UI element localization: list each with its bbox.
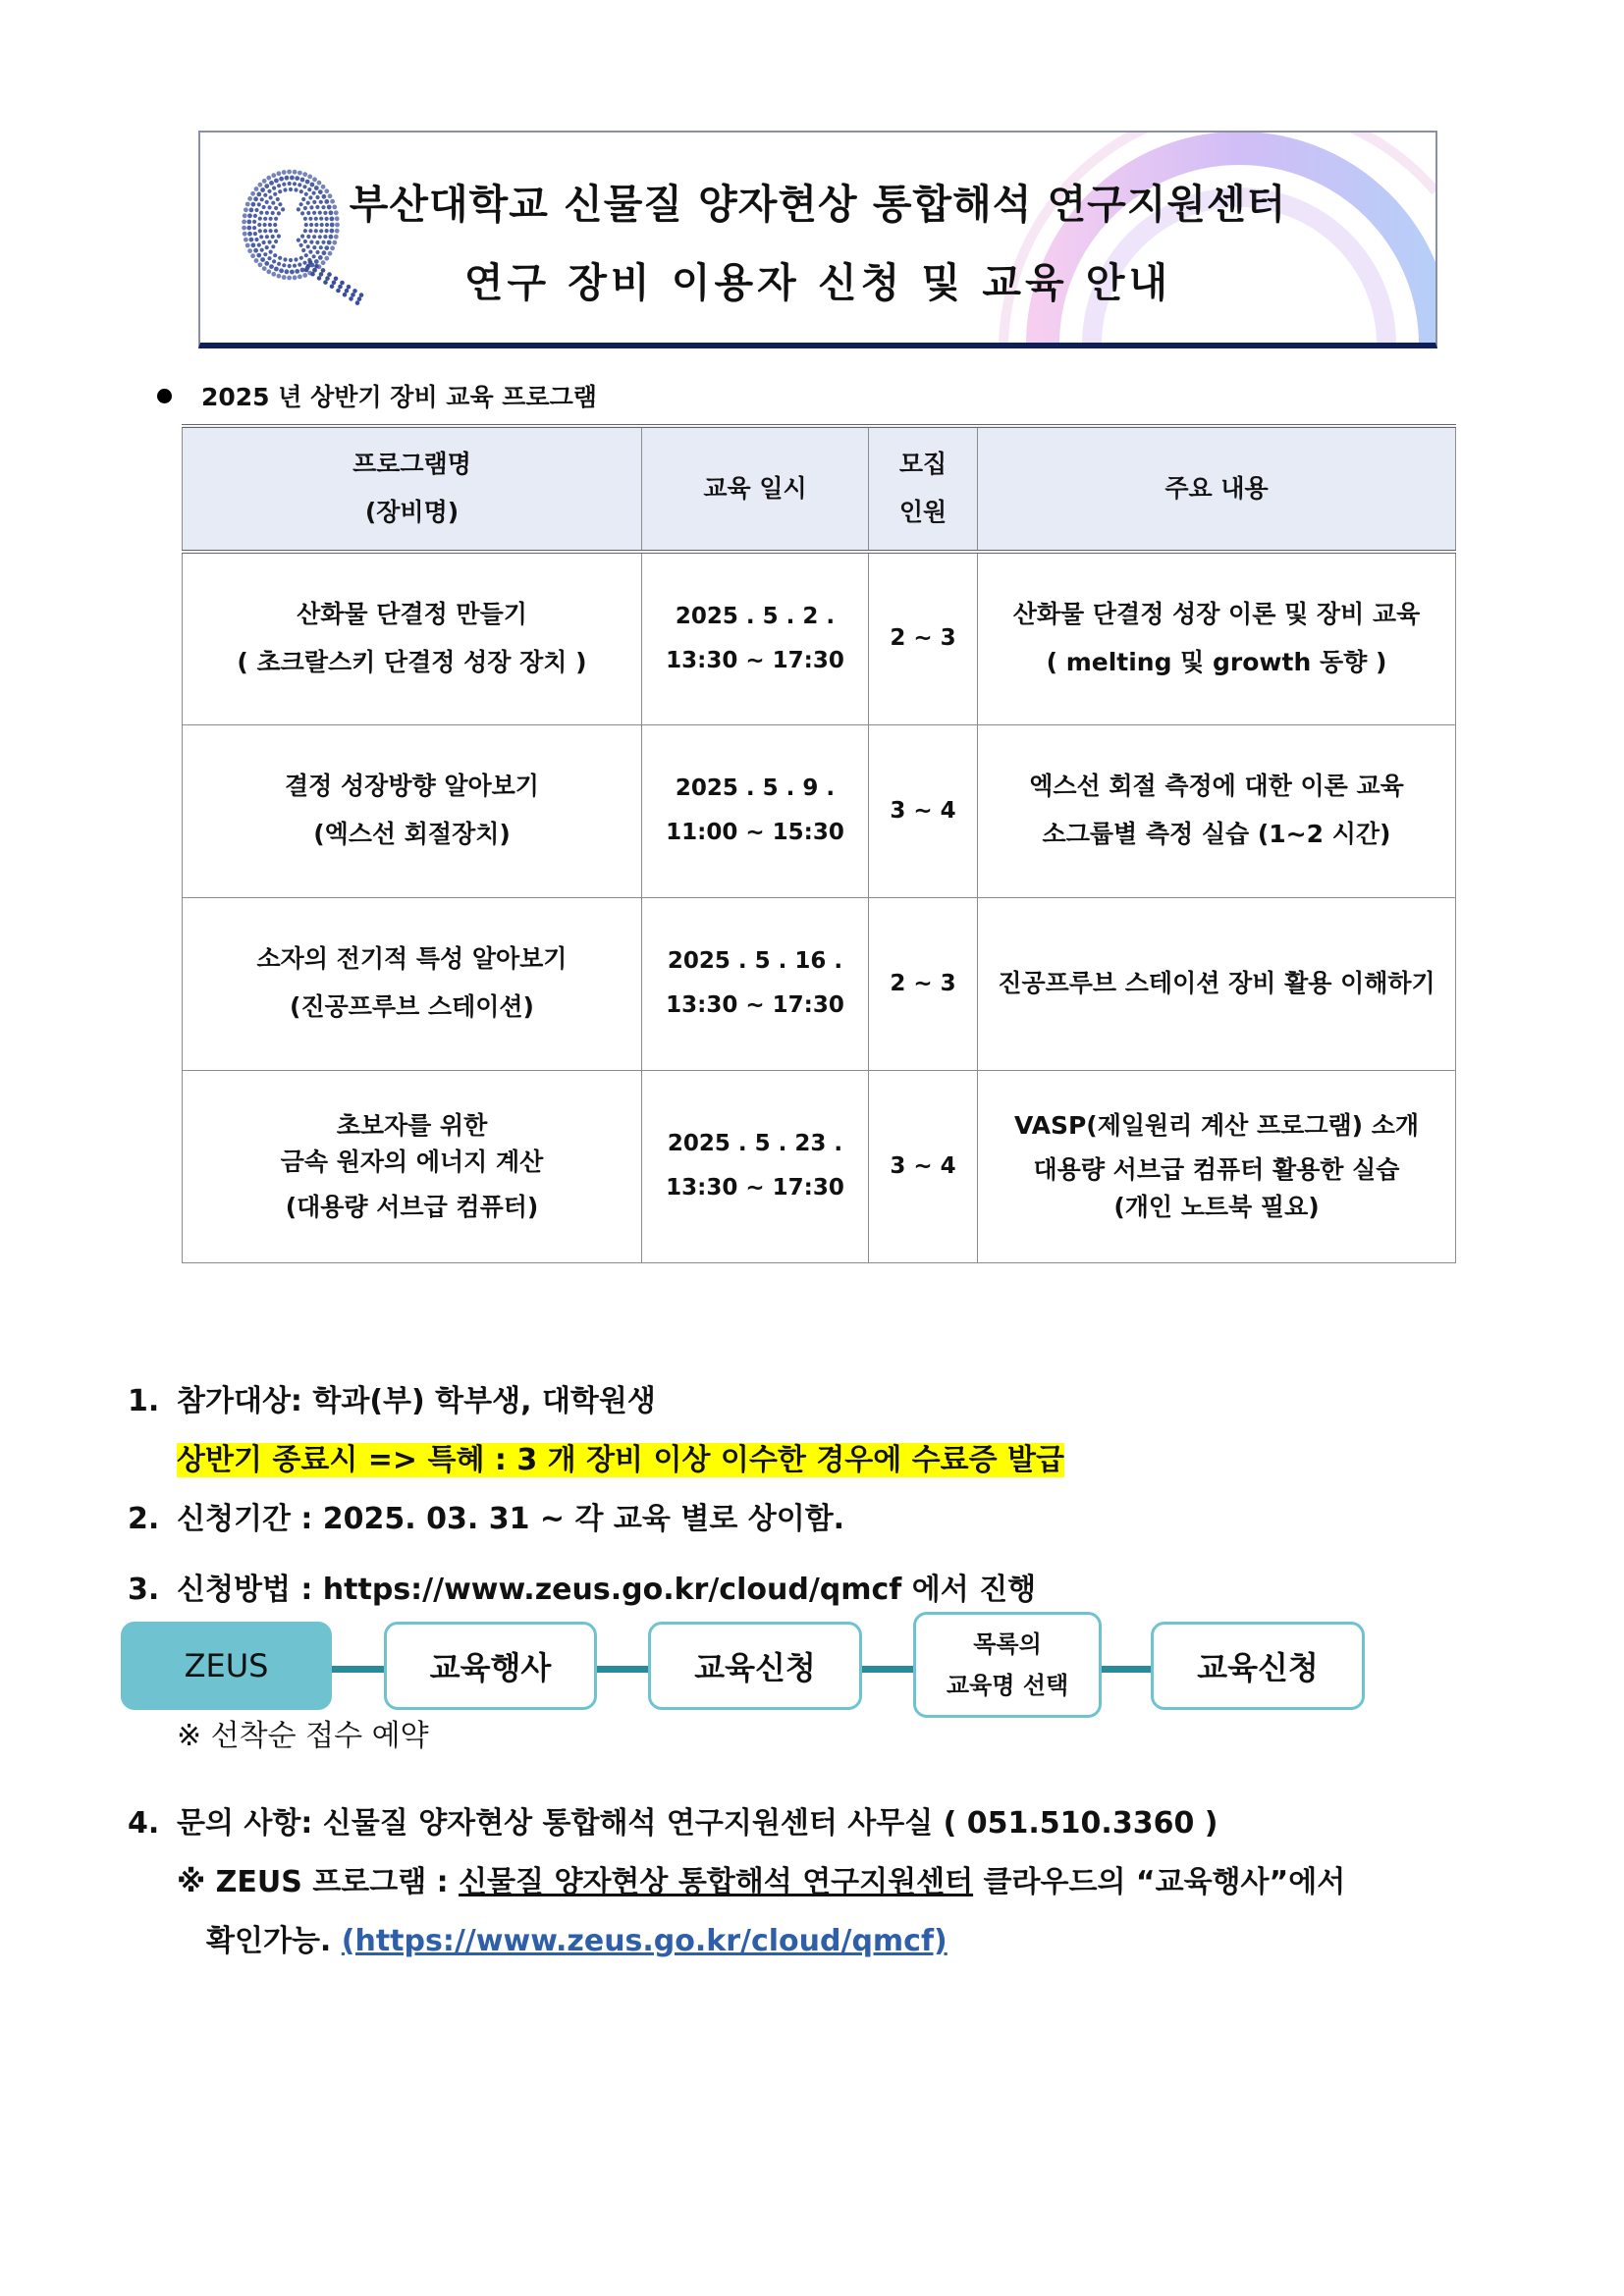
table-row: [183, 724, 1456, 897]
logo-dot: [306, 244, 310, 248]
contact-text: 문의 사항: 신물질 양자현상 통합해석 연구지원센터 사무실 ( 051.510.3360 ): [177, 1806, 1218, 1841]
header-program-line1: 프로그램명: [352, 450, 471, 479]
logo-dot: [315, 240, 319, 244]
method-text: 신청방법 : https://www.zeus.go.kr/cloud/qmcf 에서 진행: [177, 1573, 1037, 1607]
header-program: [183, 426, 642, 552]
zeus-program-note: [177, 1857, 1345, 1900]
logo-dot: [249, 238, 254, 242]
flow-step-line: 교육명 선택: [946, 1672, 1069, 1699]
capacity-cell: 2 ~ 3: [869, 552, 978, 724]
header-capacity-line2: 인원: [898, 498, 947, 526]
table-row: [183, 897, 1456, 1070]
section-title: [157, 378, 597, 413]
logo-dot: [312, 235, 316, 239]
logo-dot: [303, 240, 307, 243]
rainbow-arc-decoration: [984, 133, 1435, 345]
item-number: 1.: [128, 1384, 160, 1418]
education-schedule-table: [182, 424, 1456, 1263]
content-line: 대용량 서브급 컴퓨터 활용한 실습: [1033, 1155, 1400, 1185]
info-item-2: [128, 1494, 844, 1537]
table-row: [183, 552, 1456, 724]
table-header-row: [183, 426, 1456, 552]
program-cell: [183, 552, 642, 724]
benefit-highlight: 상반기 종료시 => 특혜 : 3 개 장비 이상 이수한 경우에 수료증 발급: [177, 1443, 1064, 1477]
logo-dot: [243, 232, 247, 237]
logo-dot: [257, 243, 261, 247]
date-text: 2025 . 5 . 16 .: [667, 948, 843, 975]
logo-dot: [274, 240, 278, 243]
logo-dot: [268, 240, 272, 244]
content-line: 산화물 단결정 성장 이론 및 장비 교육: [1012, 600, 1421, 628]
capacity-cell: 3 ~ 4: [869, 1070, 978, 1262]
content-cell: [978, 1070, 1456, 1262]
program-cell: [183, 1070, 642, 1262]
logo-dot: [265, 245, 269, 249]
date-cell: [642, 897, 869, 1070]
flow-connector: [595, 1666, 649, 1673]
benefit-line: [177, 1435, 1064, 1478]
first-come-note: ※ 선착순 접수 예약: [177, 1719, 429, 1753]
logo-dot: [306, 235, 310, 239]
info-item-1: [128, 1376, 656, 1419]
content-line: 진공프루브 스테이션 장비 활용 이해하기: [998, 968, 1435, 997]
time-text: 11:00 ~ 15:30: [666, 820, 844, 845]
flow-step-line: 목록의: [973, 1630, 1042, 1658]
program-cell: [183, 897, 642, 1070]
flow-step-apply[interactable]: 교육신청: [648, 1622, 862, 1710]
info-item-4: [128, 1798, 1218, 1842]
logo-dot: [251, 242, 256, 247]
confirm-line: [206, 1916, 947, 1959]
content-cell: [978, 897, 1456, 1070]
program-name: 산화물 단결정 만들기: [297, 600, 527, 628]
content-cell: [978, 552, 1456, 724]
program-name: 결정 성장방향 알아보기: [285, 772, 539, 801]
time-text: 13:30 ~ 17:30: [666, 647, 844, 673]
content-line: ( melting 및 growth 동향 ): [1046, 647, 1387, 676]
bullet-icon: [157, 389, 172, 403]
header-content: 주요 내용: [978, 426, 1456, 552]
capacity-cell: 2 ~ 3: [869, 897, 978, 1070]
program-cell: [183, 724, 642, 897]
header-program-line2: (장비명): [364, 498, 460, 526]
target-text: 참가대상: 학과(부) 학부생, 대학원생: [177, 1384, 656, 1418]
period-text: 신청기간 : 2025. 03. 31 ~ 각 교육 별로 상이함.: [177, 1502, 845, 1536]
flow-connector: [860, 1666, 914, 1673]
date-text: 2025 . 5 . 2 .: [675, 603, 836, 629]
table-row: [183, 1070, 1456, 1262]
equipment-name: (진공프루브 스테이션): [290, 992, 534, 1021]
logo-dot: [300, 235, 304, 239]
time-text: 13:30 ~ 17:30: [666, 992, 844, 1018]
logo-dot: [321, 240, 325, 244]
logo-dot: [323, 235, 327, 239]
capacity-cell: 3 ~ 4: [869, 724, 978, 897]
program-name: 소자의 전기적 특성 알아보기: [256, 944, 568, 974]
logo-dot: [265, 235, 269, 239]
zeus-prefix: ※ ZEUS 프로그램 :: [177, 1865, 460, 1899]
date-cell: [642, 1070, 869, 1262]
logo-dot: [318, 235, 322, 239]
logo-dot: [262, 240, 266, 244]
logo-dot: [277, 235, 281, 239]
header-title-line1: 부산대학교 신물질 양자현상 통합해석 연구지원센터: [349, 181, 1287, 228]
item-number: 2.: [128, 1502, 160, 1536]
flow-connector: [327, 1666, 386, 1673]
section-title-text: 2025 년 상반기 장비 교육 프로그램: [201, 383, 597, 411]
date-text: 2025 . 5 . 9 .: [675, 775, 836, 802]
logo-dot: [245, 243, 250, 248]
content-line: 엑스선 회절 측정에 대한 이론 교육: [1029, 772, 1404, 801]
flow-step-apply-final[interactable]: 교육신청: [1151, 1622, 1365, 1710]
logo-dot: [244, 238, 248, 242]
header-title-line2: 연구 장비 이용자 신청 및 교육 안내: [463, 259, 1172, 306]
flow-step-event[interactable]: 교육행사: [384, 1622, 597, 1710]
logo-dot: [271, 244, 275, 248]
logo-dot: [271, 235, 275, 239]
logo-dot: [247, 232, 252, 237]
program-name: 금속 원자의 에너지 계산: [280, 1148, 544, 1177]
flow-step-select-course[interactable]: [913, 1612, 1102, 1718]
logo-dot: [332, 240, 337, 245]
logo-dot: [309, 240, 313, 244]
date-cell: [642, 552, 869, 724]
zeus-suffix: 클라우드의 “교육행사”에서: [973, 1865, 1346, 1899]
content-line: VASP(제일원리 계산 프로그램) 소개: [1013, 1110, 1420, 1140]
center-name-link[interactable]: 신물질 양자현상 통합해석 연구지원센터: [459, 1865, 974, 1899]
logo-dot: [254, 238, 258, 241]
logo-dot: [253, 232, 257, 236]
time-text: 13:30 ~ 17:30: [666, 1175, 844, 1201]
header-banner: [198, 131, 1437, 348]
zeus-url-link[interactable]: (https://www.zeus.go.kr/cloud/qmcf): [341, 1924, 947, 1958]
header-capacity: [869, 426, 978, 552]
logo-dot: [329, 235, 334, 240]
logo-dot: [299, 243, 303, 247]
confirm-text: 확인가능.: [206, 1924, 342, 1958]
logo-dot: [312, 245, 316, 249]
date-text: 2025 . 5 . 23 .: [667, 1131, 843, 1157]
content-cell: [978, 724, 1456, 897]
header-date: 교육 일시: [642, 426, 869, 552]
equipment-name: ( 초크랄스키 단결정 성장 장치 ): [237, 647, 587, 676]
flow-connector: [1100, 1666, 1151, 1673]
content-line: 소그룹별 측정 실습 (1~2 시간): [1042, 820, 1391, 848]
info-item-3: [128, 1565, 1036, 1608]
equipment-name: (대용량 서브급 컴퓨터): [285, 1192, 539, 1221]
program-name: 초보자를 위한: [336, 1110, 488, 1140]
logo-dot: [319, 245, 323, 249]
content-line: (개인 노트북 필요): [1113, 1192, 1320, 1221]
equipment-name: (엑스선 회절장치): [313, 820, 511, 848]
item-number: 3.: [128, 1573, 160, 1607]
logo-dot: [327, 240, 332, 245]
item-number: 4.: [128, 1806, 160, 1841]
flow-step-zeus[interactable]: ZEUS: [121, 1622, 332, 1710]
date-cell: [642, 724, 869, 897]
logo-dot: [297, 239, 300, 242]
logo-dot: [259, 235, 263, 239]
header-capacity-line1: 모집: [898, 450, 947, 479]
logo-dot: [334, 235, 339, 240]
